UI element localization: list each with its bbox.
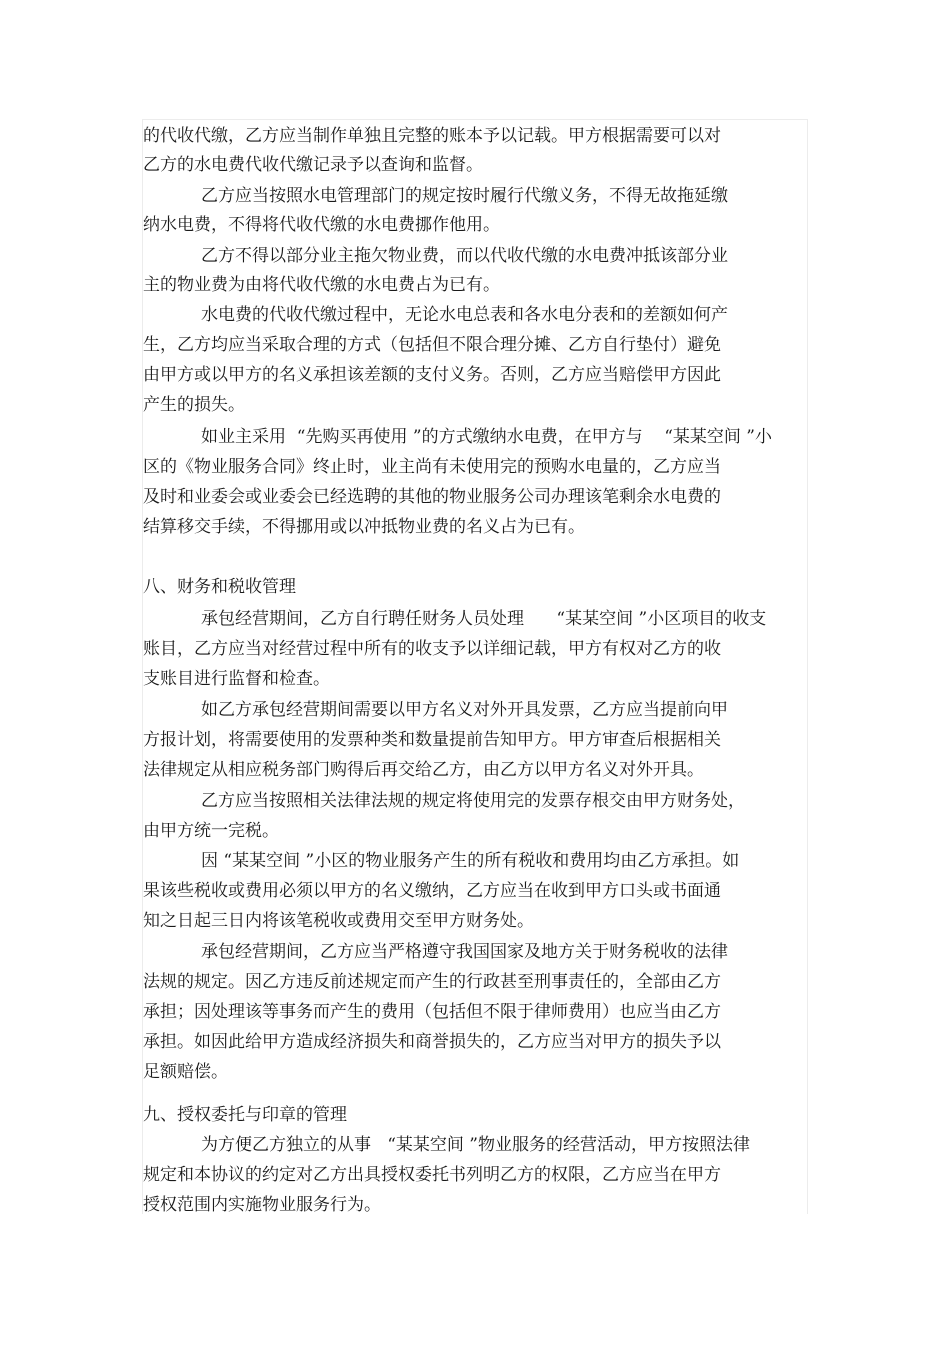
line-2: 乙方的水电费代收代缴记录予以查询和监督。 bbox=[143, 155, 483, 175]
line-3: 乙方应当按照水电管理部门的规定按时履行代缴义务，不得无故拖延缴 bbox=[201, 186, 728, 206]
line-35: 授权范围内实施物业服务行为。 bbox=[143, 1195, 381, 1215]
line-7: 水电费的代收代缴过程中，无论水电总表和各水电分表和的差额如何产 bbox=[201, 305, 728, 325]
line-33: 为方便乙方独立的从事 “某某空间 ”物业服务的经营活动，甲方按照法律 bbox=[201, 1135, 750, 1155]
line-10: 产生的损失。 bbox=[143, 395, 245, 415]
line-23: 由甲方统一完税。 bbox=[143, 821, 279, 841]
line-13: 及时和业委会或业委会已经选聘的其他的物业服务公司办理该笔剩余水电费的 bbox=[143, 487, 721, 507]
line-29: 承担；因处理该等事务而产生的费用（包括但不限于律师费用）也应当由乙方 bbox=[143, 1002, 721, 1022]
line-28: 法规的规定。因乙方违反前述规定而产生的行政甚至刑事责任的，全部由乙方 bbox=[143, 972, 721, 992]
line-8: 生，乙方均应当采取合理的方式（包括但不限合理分摊、乙方自行垫付）避免 bbox=[143, 335, 721, 355]
line-14: 结算移交手续，不得挪用或以冲抵物业费的名义占为已有。 bbox=[143, 517, 585, 537]
line-20: 方报计划，将需要使用的发票种类和数量提前告知甲方。甲方审查后根据相关 bbox=[143, 730, 721, 750]
line-25: 果该些税收或费用必须以甲方的名义缴纳，乙方应当在收到甲方口头或书面通 bbox=[143, 881, 721, 901]
line-18: 支账目进行监督和检查。 bbox=[143, 669, 330, 689]
line-4: 纳水电费，不得将代收代缴的水电费挪作他用。 bbox=[143, 215, 500, 235]
line-21: 法律规定从相应税务部门购得后再交给乙方，由乙方以甲方名义对外开具。 bbox=[143, 760, 704, 780]
line-34: 规定和本协议的约定对乙方出具授权委托书列明乙方的权限，乙方应当在甲方 bbox=[143, 1165, 721, 1185]
line-24: 因 “某某空间 ”小区的物业服务产生的所有税收和费用均由乙方承担。如 bbox=[201, 851, 740, 871]
line-12: 区的《物业服务合同》终止时，业主尚有未使用完的预购水电量的，乙方应当 bbox=[143, 457, 721, 477]
line-17: 账目，乙方应当对经营过程中所有的收支予以详细记载，甲方有权对乙方的收 bbox=[143, 639, 721, 659]
line-22: 乙方应当按照相关法律法规的规定将使用完的发票存根交由甲方财务处， bbox=[201, 791, 745, 811]
line-26: 知之日起三日内将该笔税收或费用交至甲方财务处。 bbox=[143, 911, 534, 931]
line-6: 主的物业费为由将代收代缴的水电费占为已有。 bbox=[143, 275, 500, 295]
section-heading-9: 九、授权委托与印章的管理 bbox=[143, 1105, 347, 1125]
line-31: 足额赔偿。 bbox=[143, 1062, 228, 1082]
line-9: 由甲方或以甲方的名义承担该差额的支付义务。否则，乙方应当赔偿甲方因此 bbox=[143, 365, 721, 385]
line-11: 如业主采用 “先购买再使用 ”的方式缴纳水电费，在甲方与 “某某空间 ”小 bbox=[201, 427, 772, 447]
line-19: 如乙方承包经营期间需要以甲方名义对外开具发票，乙方应当提前向甲 bbox=[201, 700, 728, 720]
line-5: 乙方不得以部分业主拖欠物业费，而以代收代缴的水电费冲抵该部分业 bbox=[201, 246, 728, 266]
line-27: 承包经营期间，乙方应当严格遵守我国国家及地方关于财务税收的法律 bbox=[201, 942, 728, 962]
line-16: 承包经营期间，乙方自行聘任财务人员处理 “某某空间 ”小区项目的收支 bbox=[201, 609, 767, 629]
section-heading-8: 八、财务和税收管理 bbox=[143, 577, 296, 597]
line-1: 的代收代缴，乙方应当制作单独且完整的账本予以记载。甲方根据需要可以对 bbox=[143, 126, 721, 146]
line-30: 承担。如因此给甲方造成经济损失和商誉损失的，乙方应当对甲方的损失予以 bbox=[143, 1032, 721, 1052]
